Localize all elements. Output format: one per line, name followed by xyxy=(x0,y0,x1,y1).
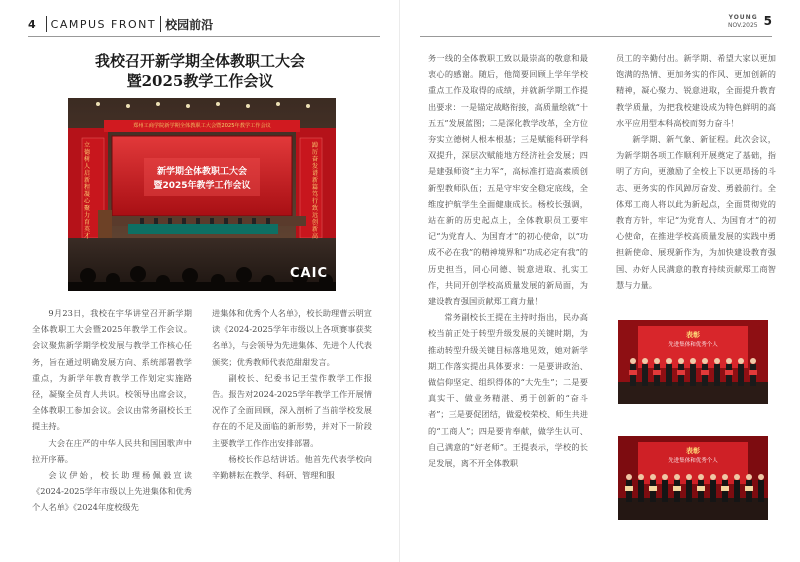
article-column-3 xyxy=(428,50,588,471)
magazine-mark xyxy=(728,14,758,30)
paragraph: 9月23日，我校在宇华讲堂召开新学期全体教职工大会暨2025年教学工作会议。会议聚焦新学期学校发展与教学工作核心任务，旨在通过明确发展方向、系统部署教学重点，为新学年教育教学工作划定实施路径，凝聚全员育人共识。校领导出席会议，全体教职工参加会议。会议由常务副校长王提主持。 xyxy=(32,308,192,432)
award-photo-1-screen-line1: 表彰 xyxy=(686,331,700,339)
photo-screen-line2: 暨2025年教学工作会议 xyxy=(153,181,251,191)
header-divider xyxy=(160,16,161,32)
photo-watermark-logo: CAIC xyxy=(290,266,328,281)
header-rule xyxy=(28,36,380,37)
paragraph: 副校长、纪委书记王莹作教学工作报告。报告对2024-2025学年教学工作开展情况作了全面回顾，深入剖析了当前学校发展存在的不足及面临的新形势，并对下一阶段主要教学工作作出安排部署。 xyxy=(212,372,372,448)
header-rule xyxy=(420,36,772,37)
article-column-4 xyxy=(616,50,776,293)
right-page-header xyxy=(728,14,772,30)
award-photo-1-screen-line2: 先进集体和优秀个人 xyxy=(668,342,718,348)
photo-banner-text: 郑州工商学院新学期全体教职工大会暨2025年教学工作会议 xyxy=(133,123,271,129)
left-page-number: 4 xyxy=(28,17,36,31)
paragraph: 常务副校长王提在主持时指出，民办高校当前正处于转型升级发展的关键时期，为推动转型升级关键目标落地见效，她对新学期工作落实提出具体要求：一是要讲政治、做信仰坚定、组织得体的“大先生”；二是要真实干、做业务精湛、勇于创新的“奋斗者”；三是要促团结，做爱校荣校、师生共进的“工商人”；四是要肯奉献，做学生认可、自己满意的“好老师”。王提表示，学校的长足发展，离不开全体教职 xyxy=(428,312,588,469)
paragraph: 务一线的全体教职工致以最崇高的敬意和最衷心的感谢。随后，他简要回顾上学年学校重点工作及取得的成绩，并就新学期工作提出要求：一是锚定战略衔接，高质量绘就“十五五”发展蓝图；二是深化教学改革，全方位夯实立德树人根本根基；三是赋能科研学科双提升，深层次赋能地方经济社会发展；四是建强师资“主力军”，高标准打造高素质创新型教师队伍；五是守牢安全稳定底线，全维度护航学生全面健康成长。杨校长强调，站在新的历史起点上，全体教职员工要牢记“为党育人、为国育才”的初心使命，以“功成不必在我”的精神境界和“功成必定有我”的历史担当，同心同德、锐意进取、扎实工作，共同开创学校高质量发展的新局面，为建设教育强国贡献郑工商力量！ xyxy=(428,53,588,307)
article-title-line1: 我校召开新学期全体教职工大会 xyxy=(94,52,305,70)
paragraph: 会议伊始，校长助理杨佩毅宣读《2024-2025学年市级以上先进集体和优秀个人名单》《2024年度校级先 xyxy=(32,470,192,513)
article-title-line2: 暨2025教学工作会议 xyxy=(126,72,274,90)
paragraph: 新学期、新气象、新征程。此次会议，为新学期各项工作顺利开展奠定了基础，指明了方向，更激励了全校上下以更昂扬的斗志、更务实的作风踔厉奋发、勇毅前行。全体郑工商人将以此为新起点，全面贯彻党的教育方针，牢记“为党育人、为国育才”的初心使命，在推进学校高质量发展的实践中勇担新使命、展现新作为，为加快建设教育强国、办好人民满意的教育持续贡献郑工商智慧与力量。 xyxy=(616,134,776,290)
magazine-issue: NOV.2025 xyxy=(728,22,758,29)
left-page-header xyxy=(28,14,213,34)
photo-slogan-right: 踔厉奋发谱新篇 笃行致远创新高 xyxy=(312,142,319,240)
meeting-photo xyxy=(68,98,336,291)
right-page xyxy=(400,0,800,562)
right-page-number: 5 xyxy=(763,14,772,28)
article-column-1 xyxy=(32,305,192,516)
award-photo-2-screen-line1: 表彰 xyxy=(686,447,700,455)
award-photo-2-screen-line2: 先进集体和优秀个人 xyxy=(668,458,718,464)
paragraph: 大会在庄严的中华人民共和国国歌声中拉开序幕。 xyxy=(32,437,192,464)
award-photo-1 xyxy=(618,320,768,404)
magazine-name: YOUNG xyxy=(728,14,758,21)
section-title-cn: 校园前沿 xyxy=(165,17,214,32)
photo-slogan-left: 立德树人启新程 凝心聚力育英才 xyxy=(84,142,91,240)
paragraph: 杨校长作总结讲话。他首先代表学校向辛勤耕耘在教学、科研、管理和服 xyxy=(212,453,372,481)
article-column-2 xyxy=(212,305,372,483)
photo-screen-line1: 新学期全体教职工大会 xyxy=(156,167,247,177)
paragraph: 进集体和优秀个人名单》，校长助理曹云明宣读《2024-2025学年市级以上各项赛事获奖名单》，与会领导为先进集体、先进个人代表颁奖；优秀教师代表范甜甜发言。 xyxy=(212,308,372,367)
award-photo-2 xyxy=(618,436,768,520)
paragraph: 员工的辛勤付出。新学期、希望大家以更加饱满的热情、更加务实的作风、更加创新的精神，凝心聚力、锐意进取，全面提升教育教学质量，为把我校建设成为特色鲜明的高水平应用型本科高校而努力奋斗！ xyxy=(616,53,776,128)
section-title-en: CAMPUS FRONT xyxy=(50,17,157,31)
header-divider xyxy=(46,16,47,32)
